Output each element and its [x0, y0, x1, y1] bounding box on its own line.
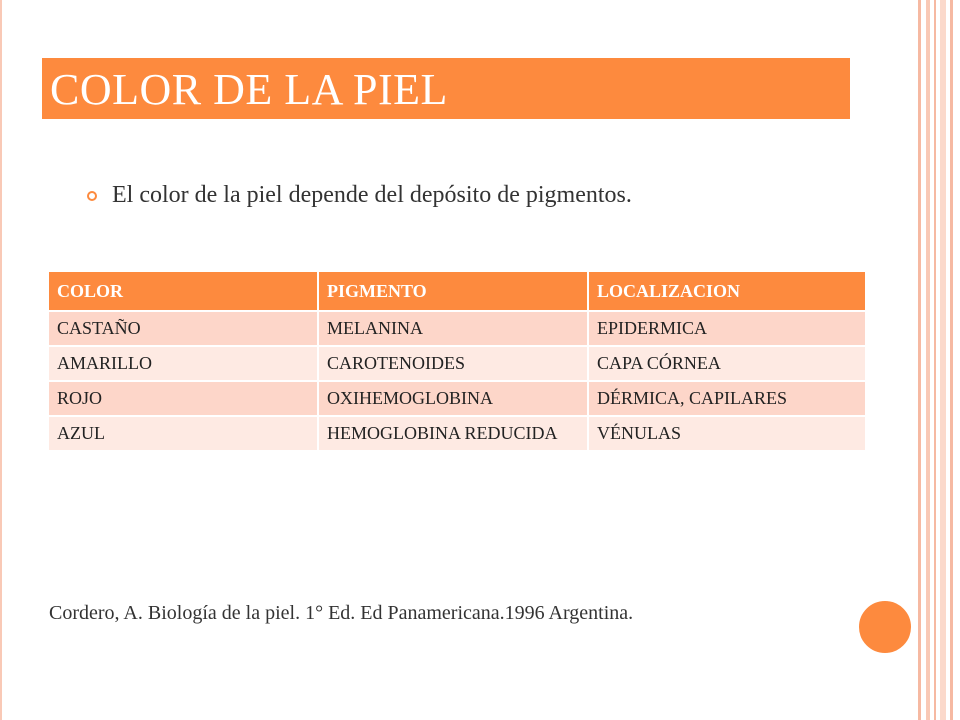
- decorative-stripe: [926, 0, 930, 720]
- table-row: [49, 347, 865, 380]
- table-cell: DÉRMICA, CAPILARES: [589, 382, 865, 415]
- citation-text: Cordero, A. Biología de la piel. 1° Ed. Ed Panamericana.1996 Argentina.: [49, 602, 634, 624]
- table-header-row: [49, 272, 865, 310]
- decorative-stripe: [918, 0, 921, 720]
- decorative-circle-icon: [855, 597, 915, 657]
- table-cell: CAPA CÓRNEA: [589, 347, 865, 380]
- table-cell: ROJO: [49, 382, 317, 415]
- header-localization: LOCALIZACION: [589, 272, 865, 310]
- header-pigment: PIGMENTO: [319, 272, 587, 310]
- table-cell: AMARILLO: [49, 347, 317, 380]
- slide-title: COLOR DE LA PIEL: [50, 65, 448, 114]
- table-row: [49, 417, 865, 450]
- bullet-circle-icon: [87, 191, 97, 201]
- table-cell: VÉNULAS: [589, 417, 865, 450]
- bullet-text: El color de la piel depende del depósito de pigmentos.: [112, 182, 632, 208]
- header-color: COLOR: [49, 272, 317, 310]
- table-row: [49, 312, 865, 345]
- decorative-stripe: [950, 0, 953, 720]
- table-cell: AZUL: [49, 417, 317, 450]
- table-cell: MELANINA: [319, 312, 587, 345]
- table-cell: OXIHEMOGLOBINA: [319, 382, 587, 415]
- table-cell: HEMOGLOBINA REDUCIDA: [319, 417, 587, 450]
- table-row: [49, 382, 865, 415]
- decorative-stripe: [940, 0, 946, 720]
- table-cell: CAROTENOIDES: [319, 347, 587, 380]
- table-cell: EPIDERMICA: [589, 312, 865, 345]
- table-cell: CASTAÑO: [49, 312, 317, 345]
- pigment-table: [47, 270, 867, 452]
- decorative-stripe: [934, 0, 936, 720]
